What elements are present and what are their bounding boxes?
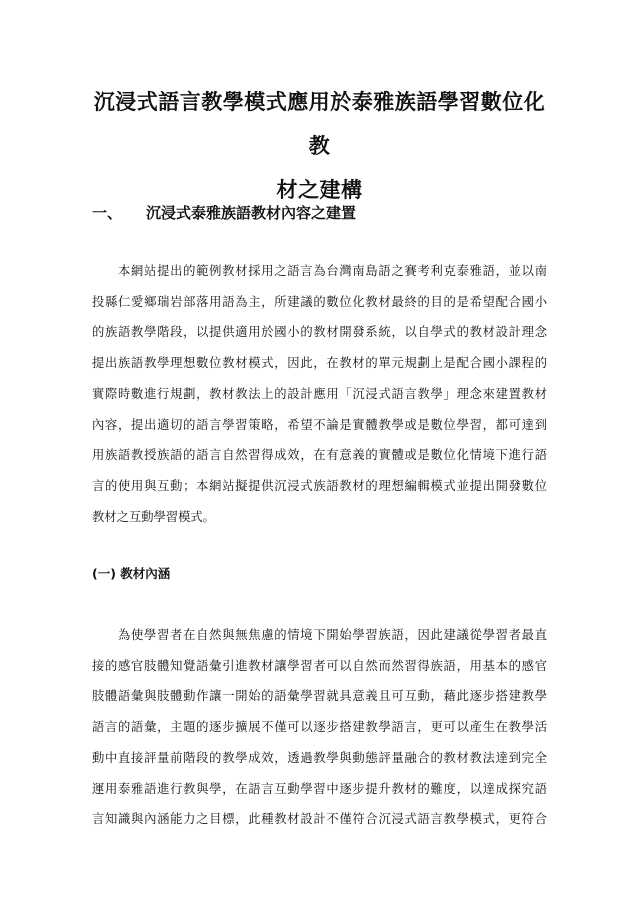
paragraph-line: 動中直接評量前階段的教學成效，透過教學與動態評量融合的教材教法達到完全 bbox=[92, 750, 547, 765]
paragraph-line: 言的使用與互動；本網站擬提供沉浸式族語教材的理想編輯模式並提出開發數位 bbox=[92, 478, 547, 493]
document-title bbox=[92, 80, 547, 212]
title-line-2: 材之建構 bbox=[276, 178, 363, 202]
subsection-paragraph bbox=[92, 620, 547, 835]
title-line-1: 沉浸式語言教學模式應用於泰雅族語學習數位化教 bbox=[93, 90, 546, 158]
section-title: 沉浸式泰雅族語教材內容之建置 bbox=[146, 204, 357, 222]
paragraph-line: 接的感官肢體知覺語彙引進教材讓學習者可以自然而然習得族語，用基本的感官 bbox=[92, 658, 547, 673]
paragraph-line: 言知識與內涵能力之目標，此種教材設計不僅符合沉浸式語言教學模式，更符合 bbox=[92, 812, 547, 827]
paragraph-line: 為使學習者在自然與無焦慮的情境下開始學習族語，因此建議從學習者最直 bbox=[118, 628, 547, 642]
paragraph-line: 語言的語彙，主題的逐步擴展不僅可以逐步搭建教學語言，更可以產生在教學活 bbox=[92, 720, 547, 735]
paragraph-line: 肢體語彙與肢體動作讓一開始的語彙學習就具意義且可互動，藉此逐步搭建教學 bbox=[92, 689, 547, 704]
paragraph-line: 教材之互動學習模式。 bbox=[92, 509, 215, 524]
section-paragraph bbox=[92, 256, 547, 532]
subsection-heading: (一) 教材內涵 bbox=[92, 566, 171, 581]
paragraph-line: 內容，提出適切的語言學習策略，希望不論是實體教學或是數位學習，都可達到 bbox=[92, 417, 547, 432]
paragraph-line: 運用泰雅語進行教與學，在語言互動學習中逐步提升教材的難度，以達成探究語 bbox=[92, 781, 547, 796]
section-number: 一、 bbox=[92, 204, 123, 222]
paragraph-line: 的族語教學階段，以提供適用於國小的教材開發系統，以自學式的教材設計理念 bbox=[92, 325, 547, 340]
paragraph-line: 提出族語教學理想數位教材模式，因此，在教材的單元規劃上是配合國小課程的 bbox=[92, 356, 547, 371]
paragraph-line: 本網站提出的範例教材採用之語言為台灣南島語之賽考利克泰雅語，並以南 bbox=[118, 264, 547, 278]
paragraph-line: 投縣仁愛鄉瑞岩部落用語為主，所建議的數位化教材最終的目的是希望配合國小 bbox=[92, 294, 547, 309]
paragraph-line: 實際時數進行規劃，教材教法上的設計應用「沉浸式語言教學」理念來建置教材 bbox=[92, 386, 547, 401]
section-heading bbox=[92, 203, 547, 223]
paragraph-line: 用族語教授族語的語言自然習得成效，在有意義的實體或是數位化情境下進行語 bbox=[92, 448, 547, 463]
